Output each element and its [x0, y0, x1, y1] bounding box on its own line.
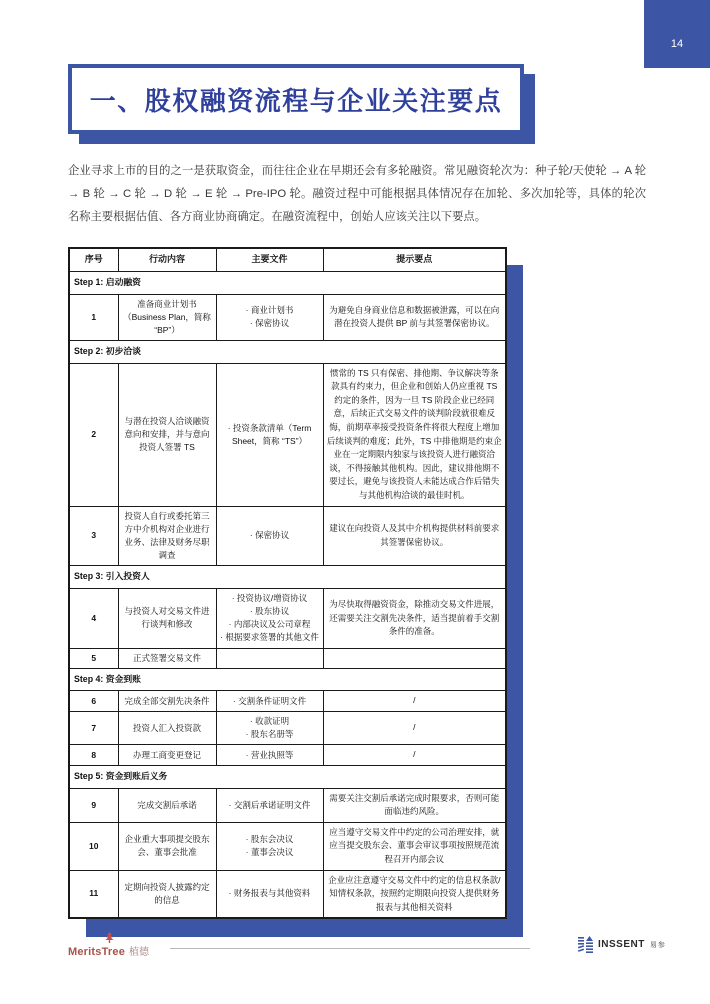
table-row [69, 745, 506, 766]
cell-action: 企业重大事项提交股东会、董事会批准 [118, 822, 216, 870]
cell-action: 定期向投资人披露约定的信息 [118, 870, 216, 918]
step-label: Step 1: 启动融资 [69, 271, 506, 294]
cell-number: 9 [69, 788, 118, 822]
cell-action: 与潜在投资人洽谈融资意向和安排，并与意向投资人签署 TS [118, 363, 216, 506]
cell-action: 办理工商变更登记 [118, 745, 216, 766]
table-row [69, 648, 506, 668]
document-item: · 投资条款清单（Term Sheet，简称 “TS”） [227, 422, 312, 446]
financing-process-table [68, 247, 507, 919]
cell-tip: 为尽快取得融资资金，除推动交易文件进展，还需要关注交割先决条件，适当提前着手交割条件的准备。 [323, 588, 506, 648]
cell-action: 投资人自行或委托第三方中介机构对企业进行业务、法律及财务尽职调查 [118, 506, 216, 566]
column-header: 行动内容 [118, 248, 216, 271]
table-body [69, 271, 506, 918]
cell-tip: 需要关注交割后承诺完成时限要求，否则可能面临违约风险。 [323, 788, 506, 822]
cell-number: 4 [69, 588, 118, 648]
cell-tip: 应当遵守交易文件中约定的公司治理安排，就应当提交股东会、董事会审议事项按照规范流程召开内部会议 [323, 822, 506, 870]
cell-documents [216, 712, 323, 745]
document-item: · 股东名册等 [245, 729, 294, 740]
inssent-logo [578, 936, 666, 953]
header-row [69, 248, 506, 271]
cell-tip: / [323, 745, 506, 766]
cell-documents [216, 294, 323, 341]
cell-tip: 建议在向投资人及其中介机构提供材料前要求其签署保密协议。 [323, 506, 506, 566]
cell-tip [323, 648, 506, 668]
cell-action: 正式签署交易文件 [118, 648, 216, 668]
table-row [69, 712, 506, 745]
cell-number: 3 [69, 506, 118, 566]
meritstree-logo [68, 942, 149, 960]
footer-divider [170, 948, 530, 949]
step-row [69, 271, 506, 294]
document-item: · 根据要求签署的其他文件 [220, 632, 319, 643]
document-item: · 交割条件证明文件 [232, 695, 307, 706]
step-row [69, 566, 506, 589]
cell-number: 6 [69, 691, 118, 712]
document-item: · 营业执照等 [245, 749, 294, 760]
cell-documents [216, 745, 323, 766]
meritstree-wordmark: MeritsTree [68, 946, 126, 958]
cell-tip: 为避免自身商业信息和数据被泄露，可以在向潜在投资人提供 BP 前与其签署保密协议。 [323, 294, 506, 341]
document-item: · 内部决议及公司章程 [228, 619, 311, 630]
table-row [69, 870, 506, 918]
step-label: Step 5: 资金到账后义务 [69, 765, 506, 788]
table-row [69, 363, 506, 506]
table-row [69, 788, 506, 822]
cell-documents [216, 870, 323, 918]
inssent-wordmark: INSSENT [598, 939, 645, 950]
cell-tip: / [323, 691, 506, 712]
step-row [69, 668, 506, 691]
inssent-chinese: 易参 [649, 941, 666, 949]
column-header: 提示要点 [323, 248, 506, 271]
cell-action: 完成交割后承诺 [118, 788, 216, 822]
table-row [69, 822, 506, 870]
cell-documents [216, 691, 323, 712]
cell-documents [216, 363, 323, 506]
cell-tip: 惯常的 TS 只有保密、排他期、争议解决等条款具有约束力，但企业和创始人仍应重视 TS 约定的条件，因为一旦 TS 阶段企业已经同意，后续正式交易文件的谈判阶段就很难反悔，前期草率接受投资条件将很大程度上增加后续谈判的难度；此外，TS 中排他期是约束企业在一定期限内独家与该投资人进行融资洽谈，不得接触其他机构。因此，建议排他期不要过长，避免与该投资人未能达成合作后错失与其他机构洽谈的最佳时机。 [323, 363, 506, 506]
document-item: · 股东会决议 [245, 834, 294, 844]
financing-process-table-wrap [68, 247, 505, 919]
cell-action: 与投资人对交易文件进行谈判和修改 [118, 588, 216, 648]
cell-documents [216, 506, 323, 566]
document-item: · 交割后承诺证明文件 [228, 799, 311, 810]
step-row [69, 765, 506, 788]
cell-number: 11 [69, 870, 118, 918]
table-row [69, 691, 506, 712]
step-label: Step 3: 引入投资人 [69, 566, 506, 589]
document-item: · 保密协议 [249, 530, 290, 541]
cell-number: 7 [69, 712, 118, 745]
cell-tip: / [323, 712, 506, 745]
column-header: 序号 [69, 248, 118, 271]
step-label: Step 2: 初步洽谈 [69, 341, 506, 364]
section-title-box [68, 64, 524, 134]
page-number-tab [644, 0, 710, 68]
document-item: · 保密协议 [249, 318, 290, 329]
document-item: · 财务报表与其他资料 [228, 888, 311, 899]
column-header: 主要文件 [216, 248, 323, 271]
cell-number: 8 [69, 745, 118, 766]
table-head [69, 248, 506, 271]
step-row [69, 341, 506, 364]
cell-action: 完成全部交割先决条件 [118, 691, 216, 712]
cell-number: 1 [69, 294, 118, 341]
document-item: · 商业计划书 [245, 305, 294, 316]
document-item: · 投资协议/增资协议 [231, 592, 308, 603]
cell-number: 5 [69, 648, 118, 668]
cell-documents [216, 588, 323, 648]
cell-number: 10 [69, 822, 118, 870]
table-row [69, 294, 506, 341]
inssent-icon [578, 936, 593, 953]
cell-action: 投资人汇入投资款 [118, 712, 216, 745]
cell-action: 准备商业计划书（Business Plan，简称 “BP”） [118, 294, 216, 341]
intro-paragraph: 企业寻求上市的目的之一是获取资金，而往往企业在早期还会有多轮融资。常见融资轮次为：种子轮/天使轮 → A 轮 → B 轮 → C 轮 → D 轮 → E 轮 → Pre-IPO 轮。融资过程中可能根据具体情况存在加轮、多次加轮等，具体的轮次名称主要根据估值、各方商业协商确定。在融资流程中，创始人应该关注以下要点。 [68, 165, 646, 223]
cell-number: 2 [69, 363, 118, 506]
meritstree-chinese: 植德 [129, 947, 150, 958]
step-label: Step 4: 资金到账 [69, 668, 506, 691]
cell-tip: 企业应注意遵守交易文件中约定的信息权条款/知情权条款，按照约定期限向投资人提供财务报表与其他相关资料 [323, 870, 506, 918]
document-item: · 收款证明 [249, 716, 290, 727]
table-row [69, 506, 506, 566]
document-item: · 董事会决议 [245, 847, 294, 858]
page-number: 14 [670, 38, 684, 50]
tree-icon [104, 932, 115, 943]
document-item: · 股东协议 [249, 606, 290, 617]
cell-documents [216, 788, 323, 822]
cell-documents [216, 822, 323, 870]
section-title: 一、股权融资流程与企业关注要点 [89, 85, 503, 116]
cell-documents [216, 648, 323, 668]
table-row [69, 588, 506, 648]
